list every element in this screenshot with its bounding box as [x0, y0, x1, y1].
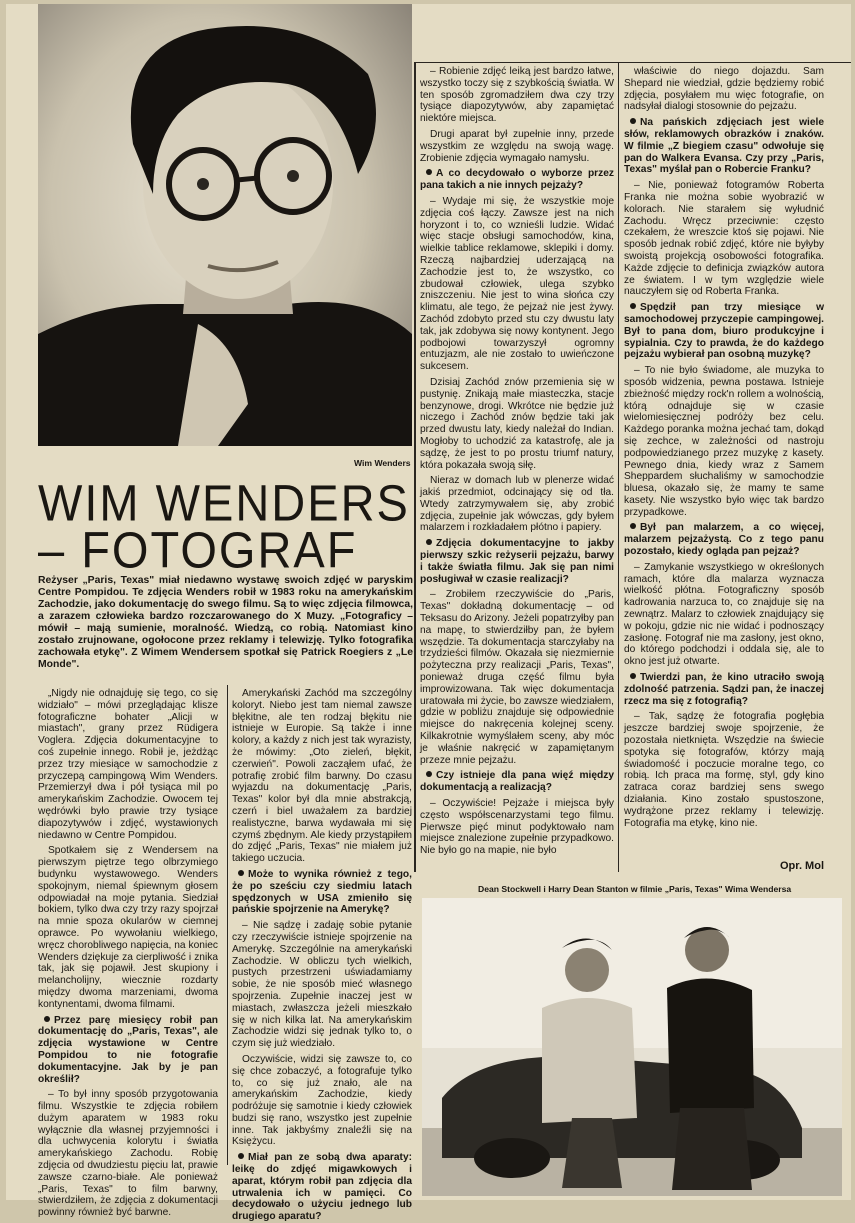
text-column-4 — [624, 66, 824, 850]
body-paragraph: – Wydaje mi się, że wszystkie moje zdjęcia coś łączy. Zawsze jest na nich horyzont i to, co wznieśli ludzie. Widać więc stacje obsługi samochodów, kina, wielkie tablice reklamowe, sklepiki i domy. Rzeczą najbardziej uderzającą na Zachodzie jest to, że wszystko, co zbudował człowiek, ulega szybko zniszczeniu. Nie jest to wina słońca czy klimatu, ale tego, że pejzaż nie jest żywy. Zachód zdobyto przed stu czy dwustu laty tak, jak zdobywa się nowy kontynent. Jego podbojowi towarzyszył ogromny entuzjazm, ale nie zostało to uwieńczone sukcesem. — [420, 195, 614, 373]
question-text: Twierdzi pan, że kino utraciło swoją zdolność patrzenia. Sądzi pan, że inaczej rzecz ma się z fotografią? — [624, 672, 824, 707]
question-text: Zdjęcia dokumentacyjne to jakby pierwszy szkic reżyserii pejzażu, barwy i także światła filmu. Jak się pan nimi posługiwał w czasie realizacji? — [420, 538, 614, 585]
article-lead: Reżyser „Paris, Texas" miał niedawno wystawę swoich zdjęć w paryskim Centre Pompidou. Te zdjęcia Wenders robił w 1983 roku na amerykańskim Zachodzie, jako dokumentację do swego filmu. Są to więc zdjęcia filmowca, a zarazem człowieka bardzo rozczarowanego do X Muzy. „Fotograficy – mówił – mają sumienie, moralność. Wiedzą, co robią. Natomiast kino zostało zrujnowane, ogołocone przez reklamy i telewizję. Tylko fotografika zachowała etykę". Z Wimem Wendersem spotkał się Patrick Roegiers z „Le Monde". — [38, 575, 413, 670]
body-paragraph: właściwie do niego dojazdu. Sam Shepard nie wiedział, gdzie będziemy robić zdjęcia, posyłałem mu więc fotografie, on nadsyłał dialogi stosownie do pejzażu. — [624, 66, 824, 113]
column-divider — [227, 685, 228, 1165]
interview-question — [232, 869, 412, 916]
question-text: Przez parę miesięcy robił pan dokumentację do „Paris, Texas", ale zdjęcia wystawione w Centre Pompidou to nie fotografie dokumentacyjne. Jak by je pan określił? — [38, 1014, 218, 1085]
bullet-icon — [238, 1153, 244, 1159]
question-text: Spędził pan trzy miesiące w samochodowej przyczepie campingowej. Był to pana dom, biuro produkcyjne i sypialnia. Czy to prawda, że do każdego pejzażu wybierał pan osobną muzykę? — [624, 302, 824, 361]
interview-question — [420, 538, 614, 585]
author-signature: Opr. Mol — [780, 860, 824, 872]
body-paragraph: Dzisiaj Zachód znów przemienia się w pustynię. Znikają małe miasteczka, stacje benzynowe, drogi. Wkrótce nie będzie już niczego i Zachód znów będzie taki jak przed dwustu laty, kiedy należał do Indian. Mogłoby to uchodzić za katastrofę, ale ja sądzę, że jest to po prostu triumf natury, która pokazała swoją siłę. — [420, 376, 614, 471]
bullet-icon — [630, 523, 636, 529]
question-text: Może to wynika również z tego, że po sześciu czy siedmiu latach spędzonych w USA zmieniło się pańskie spojrzenie na Amerykę? — [232, 868, 412, 916]
interview-question — [232, 1152, 412, 1223]
body-paragraph: – To nie było świadome, ale muzyka to sposób widzenia, pewna postawa. Istnieje zbieżność między rock'n rollem a wolnością, którą odnajduje się w czasie wielomiesięcznej podróży bez celu. Każdego poranka można jechać tam, dokąd się zechce, w zależności od nastroju podpowiedzianego przez muzykę z kasety. Pewnego dnia, kiedy wraz z Samem Sheppardem słuchaliśmy w samochodzie bluesa, okazało się, że mamy te same kasety. Nie wszystko było więc tak bardzo przypadkowe. — [624, 365, 824, 518]
interview-question — [38, 1015, 218, 1086]
bullet-icon — [238, 870, 244, 876]
question-text: Czy istnieje dla pana więź między dokumentacją a realizacją? — [420, 770, 614, 794]
portrait-image — [38, 4, 412, 446]
body-paragraph: – Nie sądzę i zadaję sobie pytanie czy rzeczywiście istnieje spojrzenie na Amerykę. Szczególnie na amerykański Zachodzie. W obliczu tych wielkich, pustych przestrzeni uświadamiamy sobie, że nie sposób mieć własnego spojrzenia. Zupełnie inaczej jest w miastach, zwłaszcza jeżeli mieszkało się w nich kilka lat. Na amerykańskim Zachodzie widzi się jednak tylko to, o czym się już wiedziało. — [232, 920, 412, 1050]
bullet-icon — [630, 118, 636, 124]
interview-question — [624, 117, 824, 176]
body-paragraph: – Zamykanie wszystkiego w określonych ramach, które dla malarza wyznacza wielkość płótna. Fotograficzny sposób kadrowania narzuca to, co znajduje się na zewnątrz. Malarz to człowiek znajdujący się w pokoju, gdzie nic nie widać i podnoszący zasłonę. Fotograf nie ma zasłony, jest okno, do którego podchodzi i oddala się, ale to okno jest już otwarte. — [624, 561, 824, 668]
question-text: Miał pan ze sobą dwa aparaty: leikę do zdjęć migawkowych i aparat, którym robił pan zdjęcia dla utrwalenia ich w pamięci. Co decydowało o użyciu jednego lub drugiego aparatu? — [232, 1152, 412, 1223]
text-column-3 — [420, 66, 614, 872]
film-still-photo — [422, 898, 842, 1196]
column-divider — [618, 62, 619, 872]
body-paragraph: Nieraz w domach lub w plenerze widać jakiś przedmiot, odcinający się od tła. Wtedy zatrzymywałem się, aby zrobić zdjęcia, zupełnie jak wówczas, gdy byłem malarzem i rozkładałem płótno i papiery. — [420, 475, 614, 534]
body-paragraph: – Nie, ponieważ fotogramów Roberta Franka nie można sobie wyobrazić w kolorach. Nie starałem się wyłudnić Zachodu. Wręcz przeciwnie: często czekałem, że wreszcie ktoś się pojawi. Nie sposób jednak robić zdjęć, które nie byłyby swoistą projekcją osobowości fotografika. Każde zdjęcie to definicja związków autora ze światem. I w tym względzie wiele nauczyłem się od Roberta Franka. — [624, 180, 824, 298]
interview-question — [420, 770, 614, 794]
bullet-icon — [44, 1016, 50, 1022]
portrait-caption: Wim Wenders — [354, 458, 411, 468]
horizontal-divider — [416, 62, 851, 63]
body-paragraph: „Nigdy nie odnajduję się tego, co się widziało" – mówi przeglądając klisze fotograficzne bohater „Alicji w miastach", grany przez Rüdigera Voglera. Zdjęcia dokumentacyjne to coś zupełnie innego. Robił je, jeżdżąc przez trzy miesiące w samochodzie z przyczepą campingową Wim Wenders. Przemierzył dwa i pół tysiąca mil po amerykańskim Zachodzie. Owocem tej wędrówki było prawie trzy tysiące diapozytywów i zdjęć, wystawionych niedawno w Centre Pompidou. — [38, 688, 218, 841]
body-paragraph: Oczywiście, widzi się zawsze to, co się chce zobaczyć, a fotografuje tylko to, co się już znało, ale na amerykańskim Zachodzie, kiedy podróżuje się samotnie i kiedy człowiek budzi się rano, wszystko jest zupełnie inne. Tak jakbyśmy znaleźli się na Księżycu. — [232, 1053, 412, 1148]
question-text: Na pańskich zdjęciach jest wiele słów, reklamowych obrazków i znaków. W filmie „Z biegiem czasu" odwołuje się pan do Walkera Evansa. Czy przy „Paris, Texas" myślał pan o Robercie Franku? — [624, 117, 824, 176]
interview-question — [624, 672, 824, 707]
portrait-photo — [38, 4, 412, 446]
body-paragraph: – To był inny sposób przygotowania filmu. Wszystkie te zdjęcia robiłem dużym aparatem w 1983 roku wyłącznie dla własnej przyjemności i dla uchwycenia kolorytu i światła amerykańskiego Zachodu. Robię zdjęcia od dwudziestu pięciu lat, prawie zawsze czarno-białe. Ale ponieważ „Paris, Texas" to film barwny, stwierdziłem, że zdjęcia z dokumentacji powinny również być barwne. — [38, 1089, 218, 1219]
body-paragraph: – Oczywiście! Pejzaże i miejsca były często współscenarzystami tego filmu. Pierwsze pięć minut podyktowało nam miejsce znalezione zupełnie przypadkowo. Nie było go na mapie, nie było — [420, 798, 614, 857]
bullet-icon — [630, 673, 636, 679]
interview-question — [624, 522, 824, 557]
body-paragraph: Amerykański Zachód ma szczególny koloryt. Niebo jest tam niemal zawsze błękitne, ale ten rodzaj błękitu nie istnieje w Europie. Są także i inne kolory, a każdy z nich jest tak wyrazisty, że mówimy: „Oto zieleń, błękit, czerwień". Powoli zacząłem ufać, że potrafię zrobić film barwny. Do czasu wyjazdu na dokumentację „Paris, Texas" kolor był dla mnie abstrakcją, czerń i biel uważałem za bardziej realistyczne, barwa wydawała mi się czymś zbędnym. Ale kiedy przystąpiłem do zdjęć „Paris, Texas" nie miałem już takiego uczucia. — [232, 688, 412, 865]
bullet-icon — [630, 303, 636, 309]
body-paragraph: Spotkałem się z Wendersem na pierwszym piętrze tego olbrzymiego budynku wystawowego. Wenders spokojnym, niemal śpiewnym głosem odpowiadał na moje pytania. Siedział bokiem, tylko dwa czy trzy razy spojrzał na mnie spoza okularów w ciemnej oprawce. Po wywołaniu wielkiego, wręcz chorobliwego napięcia, na koniec Wenders dziękuje za cierpliwość i znika tak, jak się pojawił. Jest skupiony i melancholijny, wiecznie rozdarty między dwoma marzeniami, dwoma kontynentami, dwoma filmami. — [38, 845, 218, 1010]
question-text: Był pan malarzem, a co więcej, malarzem pejzażystą. Co z tego panu pozostało, kiedy ogląda pan pejzaż? — [624, 522, 824, 558]
question-text: A co decydowało o wyborze przez pana takich a nie innych pejzaży? — [420, 168, 614, 192]
article-title-line1: WIM WENDERS — [38, 473, 410, 532]
bullet-icon — [426, 771, 432, 777]
column-divider — [414, 62, 416, 872]
body-paragraph: Drugi aparat był zupełnie inny, przede wszystkim ze względu na swoją wagę. Zrobienie zdjęcia wymagało namysłu. — [420, 128, 614, 164]
body-paragraph: – Tak, sądzę że fotografia pogłębia jeszcze bardziej swoje spojrzenie, że pozostała nietknięta. Wszędzie na świecie spotyka się fotografów, którzy mają świadomość i poczucie moralne tego, co robią. Ich praca ma formę, styl, gdy kino zatraca coraz bardziej sens swego działania. Kino zostało spustoszone, wydrążone przez reklamy i telewizję. Fotografia ma etykę, kino nie. — [624, 711, 824, 829]
body-paragraph: – Zrobiłem rzeczywiście do „Paris, Texas" dokładną dokumentację – od Teksasu do Arizony. Jeżeli popatrzyłby pan na mapę, to stwierdziłby pan, że byłem wszędzie. Ta dokumentacja starczyłaby na trzydzieści filmów. Okazała się niezmiernie pożyteczna przy realizacji „Paris, Texas", ponieważ druga część filmu była improwizowana. Tak więc dokumentacja uratowała mi życie, bo zawsze wiedziałem, gdzie w pobliżu znajduje się odpowiednie miejsce do nakręcenia kolejnej sceny. Kilkakrotnie wymyślałem sceny, aby móc je właśnie nakręcić w zapamiętanym przeze mnie pejzażu. — [420, 589, 614, 766]
text-column-2 — [232, 688, 412, 1223]
bullet-icon — [426, 169, 432, 175]
bullet-icon — [426, 539, 432, 545]
film-still-caption: Dean Stockwell i Harry Dean Stanton w filmie „Paris, Texas" Wima Wendersa — [478, 884, 792, 894]
film-still-image — [422, 898, 842, 1196]
body-paragraph: – Robienie zdjęć leiką jest bardzo łatwe, wszystko toczy się z szybkością światła. W ten sposób zgromadziłem dwa czy trzy tysiące diapozytywów, aby zapamiętać niektóre miejsca. — [420, 66, 614, 125]
interview-question — [420, 168, 614, 192]
text-column-1 — [38, 688, 218, 1219]
article-title-line2: – FOTOGRAF — [38, 520, 358, 579]
interview-question — [624, 302, 824, 361]
